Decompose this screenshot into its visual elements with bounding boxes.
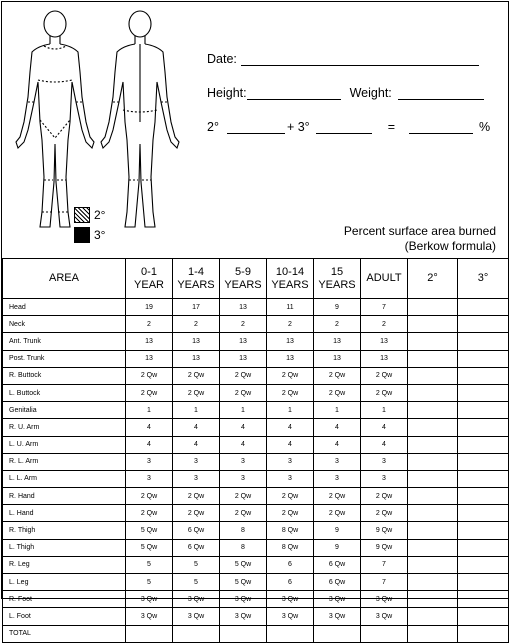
percent-cell: 7 [361, 574, 408, 591]
percent-cell [173, 625, 220, 642]
table-row [3, 350, 509, 367]
percent-cell: 2 [220, 316, 267, 333]
percent-cell: 6 Qw [314, 556, 361, 573]
area-name-cell: TOTAL [3, 625, 126, 642]
total-percent-field[interactable] [409, 121, 473, 134]
back-body-figure [101, 11, 179, 227]
percent-cell: 3 Qw [173, 608, 220, 625]
percent-cell: 3 Qw [361, 591, 408, 608]
area-name-cell: Genitalia [3, 402, 126, 419]
third-degree-entry-cell[interactable] [458, 505, 509, 522]
area-name-cell: L. L. Arm [3, 470, 126, 487]
height-field[interactable] [247, 87, 341, 100]
second-degree-entry-cell[interactable] [408, 574, 458, 591]
percent-cell: 1 [173, 402, 220, 419]
percent-cell: 13 [314, 333, 361, 350]
table-row [3, 367, 509, 384]
percent-cell: 3 [173, 453, 220, 470]
column-header: 1-4 YEARS [173, 259, 220, 299]
percent-cell: 2 Qw [173, 505, 220, 522]
percent-cell: 3 Qw [314, 591, 361, 608]
second-degree-entry-cell[interactable] [408, 384, 458, 401]
third-degree-entry-cell[interactable] [458, 384, 509, 401]
table-row [3, 419, 509, 436]
column-header: 3° [458, 259, 509, 299]
second-degree-entry-cell[interactable] [408, 591, 458, 608]
table-row [3, 436, 509, 453]
front-body-figure [16, 11, 94, 227]
table-header-row [3, 259, 509, 299]
second-degree-entry-cell[interactable] [408, 470, 458, 487]
percent-cell [314, 625, 361, 642]
percent-cell: 2 Qw [126, 384, 173, 401]
column-header: ADULT [361, 259, 408, 299]
percent-cell: 2 Qw [314, 384, 361, 401]
percent-cell: 7 [361, 556, 408, 573]
second-degree-entry-cell[interactable] [408, 556, 458, 573]
second-degree-entry-cell[interactable] [408, 436, 458, 453]
third-degree-entry-cell[interactable] [458, 556, 509, 573]
percent-cell: 13 [173, 350, 220, 367]
percent-cell: 2 Qw [173, 384, 220, 401]
percent-cell: 3 [267, 453, 314, 470]
percent-cell: 3 Qw [126, 591, 173, 608]
second-degree-entry-cell[interactable] [408, 350, 458, 367]
percent-cell: 2 [361, 316, 408, 333]
area-name-cell: L. Buttock [3, 384, 126, 401]
equals-label: = [387, 120, 395, 134]
percent-cell: 3 Qw [126, 608, 173, 625]
area-name-cell: Ant. Trunk [3, 333, 126, 350]
percent-cell: 2 Qw [314, 505, 361, 522]
percent-cell: 11 [267, 299, 314, 316]
third-degree-entry-cell[interactable] [458, 453, 509, 470]
solid-swatch-icon [74, 227, 90, 243]
percent-cell: 2 Qw [267, 384, 314, 401]
percent-cell [220, 625, 267, 642]
percent-cell: 2 [173, 316, 220, 333]
percent-cell: 2 Qw [314, 488, 361, 505]
burn-sum-row [207, 120, 490, 134]
second-degree-entry-cell[interactable] [408, 316, 458, 333]
percent-cell: 2 Qw [267, 505, 314, 522]
percent-cell: 2 Qw [173, 367, 220, 384]
percent-cell: 2 Qw [361, 384, 408, 401]
second-degree-entry-cell[interactable] [408, 453, 458, 470]
column-header: 5-9 YEARS [220, 259, 267, 299]
second-degree-label: 2° [207, 120, 219, 134]
legend-third-label: 3° [94, 228, 106, 242]
percent-cell: 2 [314, 316, 361, 333]
area-name-cell: R. Foot [3, 591, 126, 608]
percent-cell: 3 [267, 470, 314, 487]
percent-cell: 19 [126, 299, 173, 316]
percent-cell: 13 [267, 333, 314, 350]
percent-cell: 2 Qw [267, 367, 314, 384]
percent-cell: 2 Qw [126, 505, 173, 522]
burn-degree-legend [74, 205, 105, 245]
area-name-cell: L. Hand [3, 505, 126, 522]
table-row [3, 402, 509, 419]
area-name-cell: Post. Trunk [3, 350, 126, 367]
percent-cell: 3 [361, 470, 408, 487]
percent-label: % [479, 120, 491, 134]
table-row [3, 574, 509, 591]
percent-cell: 9 Qw [361, 539, 408, 556]
second-degree-entry-cell[interactable] [408, 505, 458, 522]
percent-cell: 3 Qw [267, 591, 314, 608]
caption-title: Percent surface area burned [343, 224, 496, 238]
percent-cell: 8 [220, 539, 267, 556]
percent-cell: 8 Qw [267, 539, 314, 556]
percent-cell: 2 Qw [361, 367, 408, 384]
percent-cell: 4 [267, 436, 314, 453]
area-column-header: AREA [3, 259, 126, 299]
percent-cell: 9 [314, 299, 361, 316]
percent-cell: 5 [126, 574, 173, 591]
percent-cell: 3 [314, 453, 361, 470]
table-row [3, 522, 509, 539]
second-degree-entry-cell[interactable] [408, 625, 458, 642]
percent-cell: 9 Qw [361, 522, 408, 539]
table-row [3, 556, 509, 573]
percent-cell: 4 [126, 436, 173, 453]
third-degree-entry-cell[interactable] [458, 419, 509, 436]
percent-cell: 3 Qw [267, 608, 314, 625]
third-degree-entry-cell[interactable] [458, 488, 509, 505]
column-header: 0-1 YEAR [126, 259, 173, 299]
percent-cell: 3 [126, 470, 173, 487]
area-name-cell: L. Foot [3, 608, 126, 625]
percent-cell: 13 [267, 350, 314, 367]
percent-cell: 3 [361, 453, 408, 470]
percent-cell [361, 625, 408, 642]
second-degree-field[interactable] [227, 121, 285, 134]
percent-cell: 3 [126, 453, 173, 470]
percent-cell: 6 [267, 556, 314, 573]
third-degree-entry-cell[interactable] [458, 402, 509, 419]
area-name-cell: R. Leg [3, 556, 126, 573]
table-row [3, 384, 509, 401]
second-degree-entry-cell[interactable] [408, 402, 458, 419]
percent-cell: 5 Qw [126, 522, 173, 539]
percent-cell: 3 Qw [314, 608, 361, 625]
percent-cell: 5 [126, 556, 173, 573]
weight-field[interactable] [398, 87, 484, 100]
percent-cell: 2 [126, 316, 173, 333]
caption-formula: (Berkow formula) [404, 239, 496, 253]
third-degree-field[interactable] [316, 121, 372, 134]
percent-cell: 17 [173, 299, 220, 316]
percent-cell: 2 [267, 316, 314, 333]
percent-cell: 1 [126, 402, 173, 419]
table-caption [344, 224, 496, 254]
plus-third-label: + 3° [286, 120, 310, 134]
percent-cell: 3 [220, 470, 267, 487]
height-label: Height: [207, 86, 247, 100]
hatched-swatch-icon [74, 207, 90, 223]
area-name-cell: R. L. Arm [3, 453, 126, 470]
percent-cell: 2 Qw [267, 488, 314, 505]
table-row [3, 316, 509, 333]
percent-cell: 1 [220, 402, 267, 419]
area-name-cell: R. U. Arm [3, 419, 126, 436]
percent-cell: 4 [361, 419, 408, 436]
date-label: Date: [207, 52, 237, 66]
third-degree-entry-cell[interactable] [458, 522, 509, 539]
percent-cell: 13 [126, 350, 173, 367]
percent-cell: 1 [314, 402, 361, 419]
percent-cell: 4 [361, 436, 408, 453]
third-degree-entry-cell[interactable] [458, 367, 509, 384]
table-row [3, 453, 509, 470]
table-row [3, 608, 509, 625]
percent-cell: 8 [220, 522, 267, 539]
third-degree-entry-cell[interactable] [458, 625, 509, 642]
date-row [207, 52, 479, 66]
area-name-cell: L. Thigh [3, 539, 126, 556]
third-degree-entry-cell[interactable] [458, 436, 509, 453]
area-name-cell: Head [3, 299, 126, 316]
percent-cell: 13 [314, 350, 361, 367]
percent-cell: 2 Qw [173, 488, 220, 505]
third-degree-entry-cell[interactable] [458, 316, 509, 333]
percent-cell: 2 Qw [220, 505, 267, 522]
percent-cell: 5 [173, 574, 220, 591]
second-degree-entry-cell[interactable] [408, 299, 458, 316]
percent-cell: 13 [361, 333, 408, 350]
percent-cell: 4 [220, 436, 267, 453]
third-degree-entry-cell[interactable] [458, 350, 509, 367]
second-degree-entry-cell[interactable] [408, 367, 458, 384]
height-weight-row [207, 86, 484, 100]
percent-cell: 6 Qw [173, 539, 220, 556]
third-degree-entry-cell[interactable] [458, 333, 509, 350]
percent-cell: 3 Qw [361, 608, 408, 625]
table-row [3, 539, 509, 556]
percent-cell: 7 [361, 299, 408, 316]
table-row [3, 625, 509, 642]
burn-chart-form [1, 1, 509, 638]
surface-area-table [2, 258, 509, 643]
percent-cell: 2 Qw [220, 384, 267, 401]
percent-cell [267, 625, 314, 642]
percent-cell: 4 [173, 436, 220, 453]
percent-cell: 2 Qw [220, 488, 267, 505]
second-degree-entry-cell[interactable] [408, 333, 458, 350]
percent-cell: 6 Qw [314, 574, 361, 591]
percent-cell: 2 Qw [220, 367, 267, 384]
percent-cell: 5 [173, 556, 220, 573]
third-degree-entry-cell[interactable] [458, 299, 509, 316]
legend-second-label: 2° [94, 208, 106, 222]
legend-third-degree [74, 225, 105, 245]
percent-cell: 9 [314, 522, 361, 539]
area-name-cell: L. Leg [3, 574, 126, 591]
percent-cell: 5 Qw [220, 556, 267, 573]
percent-cell: 6 Qw [173, 522, 220, 539]
percent-cell: 3 [314, 470, 361, 487]
column-header: 10-14 YEARS [267, 259, 314, 299]
percent-cell: 4 [267, 419, 314, 436]
percent-cell: 2 Qw [314, 367, 361, 384]
third-degree-entry-cell[interactable] [458, 608, 509, 625]
weight-label: Weight: [349, 86, 392, 100]
legend-second-degree [74, 205, 105, 225]
column-header: 15 YEARS [314, 259, 361, 299]
second-degree-entry-cell[interactable] [408, 488, 458, 505]
percent-cell: 3 [173, 470, 220, 487]
percent-cell: 2 Qw [126, 367, 173, 384]
second-degree-entry-cell[interactable] [408, 522, 458, 539]
third-degree-entry-cell[interactable] [458, 470, 509, 487]
area-name-cell: Neck [3, 316, 126, 333]
percent-cell: 3 [220, 453, 267, 470]
percent-cell: 2 Qw [361, 505, 408, 522]
area-name-cell: L. U. Arm [3, 436, 126, 453]
percent-cell: 4 [173, 419, 220, 436]
percent-cell: 6 [267, 574, 314, 591]
area-name-cell: R. Hand [3, 488, 126, 505]
table-row [3, 591, 509, 608]
percent-cell: 13 [220, 299, 267, 316]
percent-cell: 13 [220, 350, 267, 367]
percent-cell: 2 Qw [361, 488, 408, 505]
table-row [3, 299, 509, 316]
percent-cell: 5 Qw [220, 574, 267, 591]
date-field[interactable] [241, 53, 479, 66]
percent-cell: 9 [314, 539, 361, 556]
table-row [3, 488, 509, 505]
table-row [3, 333, 509, 350]
percent-cell: 13 [126, 333, 173, 350]
percent-cell: 5 Qw [126, 539, 173, 556]
percent-cell: 4 [126, 419, 173, 436]
percent-cell: 1 [267, 402, 314, 419]
percent-cell: 13 [173, 333, 220, 350]
second-degree-entry-cell[interactable] [408, 539, 458, 556]
table-row [3, 470, 509, 487]
second-degree-entry-cell[interactable] [408, 608, 458, 625]
second-degree-entry-cell[interactable] [408, 419, 458, 436]
percent-cell: 13 [220, 333, 267, 350]
area-name-cell: R. Buttock [3, 367, 126, 384]
third-degree-entry-cell[interactable] [458, 574, 509, 591]
percent-cell: 4 [220, 419, 267, 436]
percent-cell: 3 Qw [173, 591, 220, 608]
percent-cell: 8 Qw [267, 522, 314, 539]
percent-cell: 4 [314, 419, 361, 436]
percent-cell: 3 Qw [220, 591, 267, 608]
percent-cell: 13 [361, 350, 408, 367]
column-header: 2° [408, 259, 458, 299]
table-row [3, 505, 509, 522]
percent-cell [126, 625, 173, 642]
percent-cell: 3 Qw [220, 608, 267, 625]
area-name-cell: R. Thigh [3, 522, 126, 539]
percent-cell: 1 [361, 402, 408, 419]
percent-cell: 4 [314, 436, 361, 453]
third-degree-entry-cell[interactable] [458, 591, 509, 608]
percent-cell: 2 Qw [126, 488, 173, 505]
third-degree-entry-cell[interactable] [458, 539, 509, 556]
